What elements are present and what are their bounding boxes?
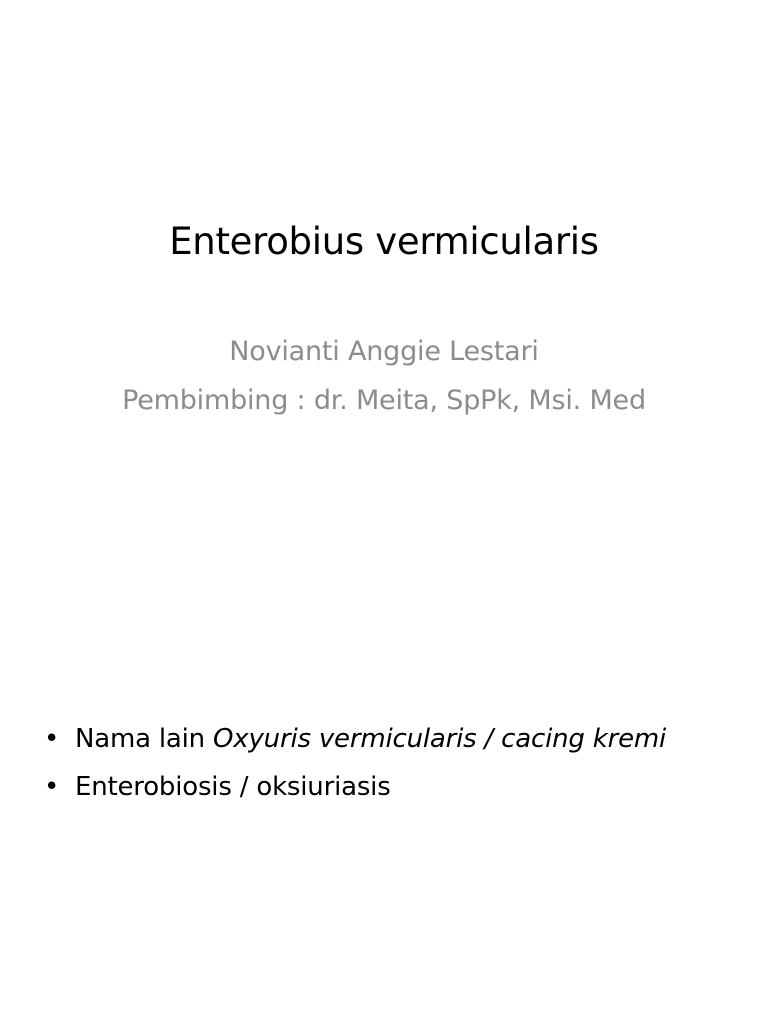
bullet-dot-icon: • [44,724,60,754]
content-slide [0,512,768,1024]
bullet-list [42,715,742,811]
bullet-item-other-name [42,715,742,763]
slide-title: Enterobius vermicularis [169,220,599,263]
bullet-text-plain: Nama lain [75,724,214,754]
bullet-item-disease-name [42,763,742,811]
bullet-dot-icon: • [44,772,60,802]
supervisor-line: Pembimbing : dr. Meita, SpPk, Msi. Med [122,385,646,416]
bullet-text-plain: Enterobiosis / oksiuriasis [75,772,391,802]
bullet-text-italic: Oxyuris vermicularis / cacing kremi [213,724,667,754]
author-name: Novianti Anggie Lestari [229,336,539,367]
